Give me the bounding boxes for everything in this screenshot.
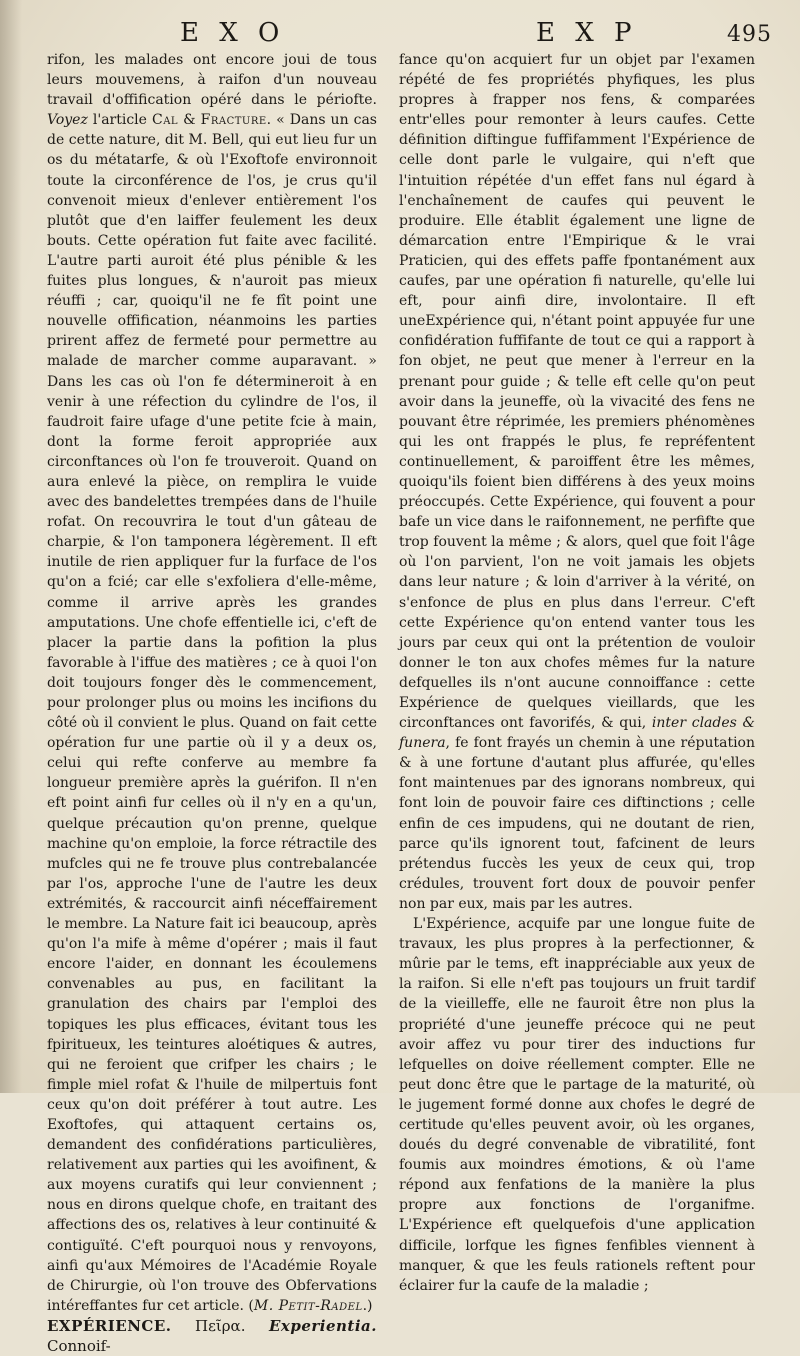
- text-run: , fe font frayés un chemin à une réputation & à une fortune d'autant plus affurée, qu'elles font maintenues par des ignorans nombreux, qui font loin de pouvoir faire ces diftinctions ; celle enfin de ces impudens, qui ne doutant de rien, parce qu'ils ignorent tout, fafcinent de leurs prétendus fuccès les yeux de ceux qui, trop crédules, trouvent fort doux de pouvoir penfer non par eux, mais par les autres.: [399, 735, 755, 912]
- entry-latin: Experientia.: [268, 1316, 377, 1335]
- entry-experience: [47, 1316, 377, 1356]
- text-run: . « Dans un cas de cette nature, dit M. Bell, qui eut lieu fur un os du métatarfe, & où l'Exoftofe environnoit toute la circonférence de l'os, je crus qu'il convenoit mieux d'enlever entièrement l'os plutôt que d'en laiffer feulement les deux bouts. Cette opération fut faite avec facilité. L'autre parti auroit été plus pénible & les fuites plus longues, & n'auroit pas mieux réuffi ; car, quoiqu'il ne fe fît point une nouvelle offification, néanmoins les parties prirent affez de fermeté pour permettre au malade de marcher comme auparavant. » Dans les cas où l'on fe détermineroit à en venir à une réfection du cylindre de l'os, il faudroit faire ufage d'une petite fcie à main, dont la forme feroit appropriée aux circonftances où l'on fe trouveroit. Quand on aura enlevé la pièce, on remplira le vuide avec des bandelettes trempées dans de l'huile rofat. On recouvrira le tout d'un gâteau de charpie, & l'on tamponera légèrement. Il eft inutile de rien appliquer fur la furface de l'os qu'on a fcié; car elle s'exfoliera d'elle-même, comme il arrive après les grandes amputations. Une chofe effentielle ici, c'eft de placer la partie dans la pofition la plus favorable à l'iffue des matières ; ce à quoi l'on doit toujours fonger dès le commencement, pour prolonger plus ou moins les incifions du côté où il convient le plus. Quand on fait cette opération fur une partie où il y a deux os, celui qui refte conferve au membre fa longueur première après la guérifon. Il n'en eft point ainfi fur celles où il n'y en a qu'un, quelque précaution qu'on prenne, quelque machine qu'on emploie, la force rétractile des mufcles qui ne fe trouve plus contrebalancée par l'os, approche l'une de l'autre les deux extrémités, & raccourcit ainfi néceffairement le membre. La Nature fait ici beaucoup, après qu'on l'a mife à même d'opérer ; mais il faut encore l'aider, en donnant les écoulemens convenables au pus, en facilitant la granulation des chairs par l'emploi des topiques les plus efficaces, évitant tous les fpiritueux, les teintures aloétiques & autres, qui ne feroient que crifper les chairs ; le fimple miel rofat & l'huile de milpertuis font ceux qu'on doit préférer à tout autre. Les Exoftofes, qui attaquent certains os, demandent des confidérations particulières, relativement aux parties qui les avoifinent, & aux moyens curatifs qui leur conviennent ; nous en dirons quelque chofe, en traitant des affections des os, relatives à leur continuité & contiguïté. C'eft pourquoi nous y renvoyons, ainfi qu'aux Mémoires de l'Académie Royale de Chirurgie, où l'on trouve des Obfervations intéreffantes fur cet article. (: [47, 112, 377, 1314]
- right-column: [399, 50, 755, 1296]
- gutter-shadow: [0, 0, 22, 1093]
- page-number: 495: [727, 22, 772, 47]
- entry-headword: EXPÉRIENCE.: [47, 1316, 172, 1335]
- author-signature: M. Petit-Radel: [253, 1297, 363, 1314]
- text-run: .): [362, 1297, 373, 1314]
- text-run: rifon, les malades ont encore joui de tous leurs mouvemens, à raifon d'un nouveau travail d'offification opéré dans le périofte.: [47, 52, 377, 109]
- text-run: l'article: [87, 112, 152, 129]
- text-run: L'Expérience, acquife par une longue fuite de travaux, les plus propres à la perfectionner, & mûrie par le tems, eft inappréciable aux yeux de la raifon. Si elle n'eft pas toujours un fruit tardif de la vieilleffe, elle ne fauroit être non plus la propriété d'une jeuneffe précoce qui ne peut avoir affez vu pour tirer des inductions fur lefquelles on doive réellement compter. Elle ne peut donc être que le partage de la maturité, où le jugement formé donne aux chofes le degré de certitude qu'elles peuvent avoir, où les organes, doués du degré convenable de vibratilité, font foumis aux moindres émotions, & où l'ame répond aux fenfations de la manière la plus propre aux fonctions de l'organifme. L'Expérience eft quelquefois d'une application difficile, lorfque les fignes fenfibles viennent à manquer, & que les feuls rationels reftent pour éclairer fur la caufe de la maladie ;: [399, 916, 755, 1294]
- running-head-left: E X O: [180, 18, 286, 48]
- text-run: &: [178, 112, 201, 129]
- right-paragraph-1: [399, 50, 755, 914]
- left-paragraph: [47, 50, 377, 1316]
- right-paragraph-2: [399, 914, 755, 1296]
- cross-ref-cal: Cal: [151, 112, 179, 129]
- latin-quote: inter clades & funera: [399, 715, 756, 752]
- cross-ref-fracture: Fracture: [200, 112, 267, 129]
- cross-ref-voyez: Voyez: [47, 112, 88, 129]
- text-run: fance qu'on acquiert fur un objet par l'examen répété de fes propriétés phyfiques, les plus propres à frapper nos fens, & comparées entr'elles pour remonter à leurs caufes. Cette définition diftingue fuffifamment l'Expérience de celle dont parle le vulgaire, qui n'eft que l'intuition répétée d'un effet fans nul égard à l'enchaînement de caufes qui peuvent le produire. Elle établit également une ligne de démarcation entre l'Empirique & le vrai Praticien, qui des effets paffe fpontanément aux caufes, par une opération fi naturelle, qu'elle lui eft, pour ainfi dire, involontaire. Il eft uneExpérience qui, n'étant point appuyée fur une confidération fuffifante de tout ce qui a rapport à fon objet, ne peut que mener à l'erreur en la prenant pour guide ; & telle eft celle qu'on peut avoir dans la jeuneffe, où la vivacité des fens ne pouvant être réprimée, les premiers phénomènes qui les ont frappés le plus, fe repréfentent continuellement, & paroiffent être les mêmes, quoiqu'ils foient bien différens à des yeux moins préoccupés. Cette Expérience, qui fouvent a pour bafe un vice dans le raifonnement, ne perfifte que trop fouvent la même ; & alors, quel que foit l'âge où l'on parvient, l'on ne voit jamais les objets dans leur nature ; & loin d'arriver à la vérité, on s'enfonce de plus en plus dans l'erreur. C'eft cette Expérience qu'on entend vanter tous les jours par ceux qui ont la prétention de vouloir donner le ton aux chofes mêmes fur la nature defquelles ils n'ont aucune connoiffance : cette Expérience de quelques vieillards, que les circonftances ont favorifés, & qui,: [399, 52, 755, 732]
- entry-start: Connoif-: [47, 1337, 111, 1355]
- running-header: [40, 18, 782, 52]
- left-column: [47, 50, 377, 1356]
- running-head-right: E X P: [536, 18, 638, 48]
- entry-greek: Πεῖρα.: [171, 1316, 269, 1335]
